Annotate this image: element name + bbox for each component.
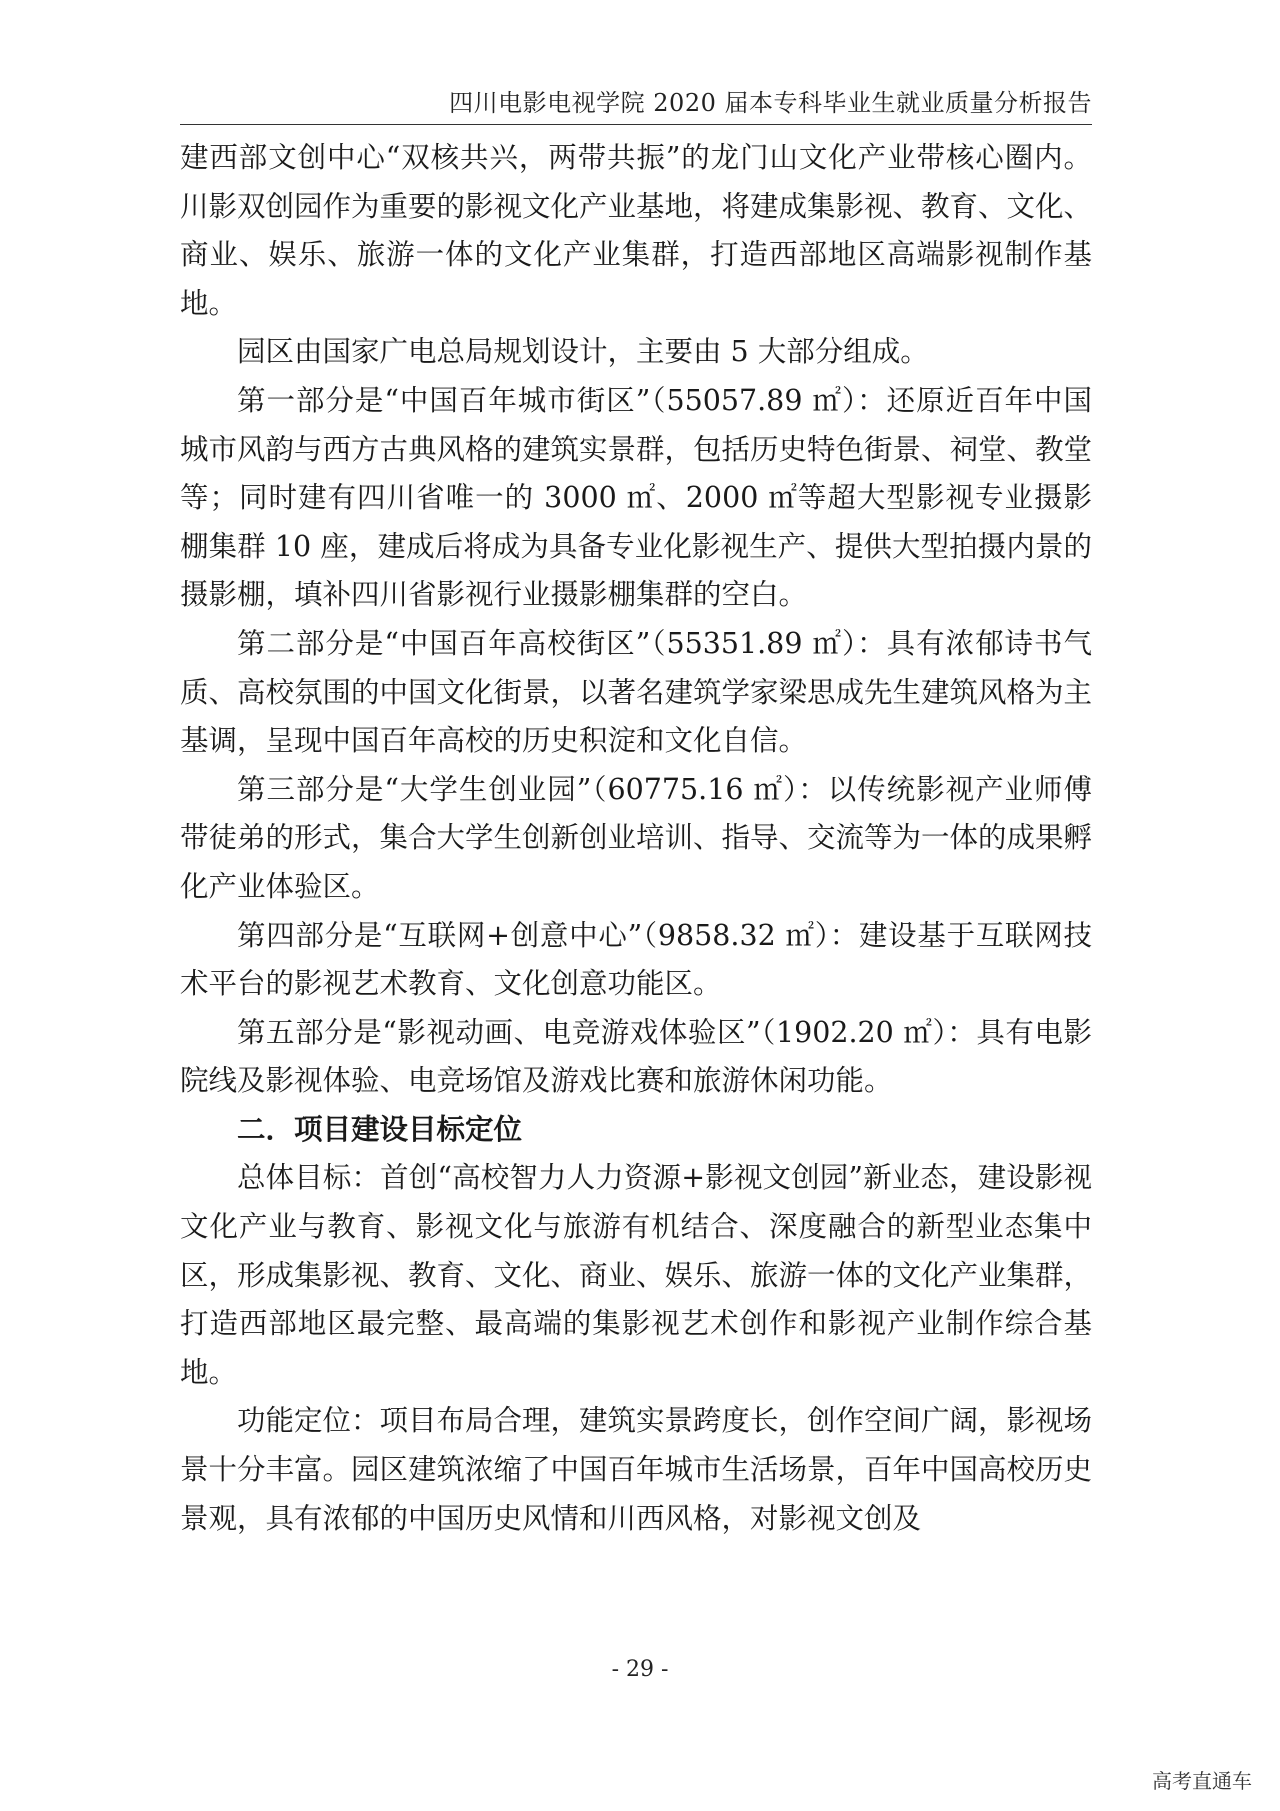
header-divider — [180, 124, 1092, 125]
paragraph: 第一部分是“中国百年城市街区”（55057.89 ㎡）：还原近百年中国城市风韵与西方古典风格的建筑实景群，包括历史特色街景、祠堂、教堂等；同时建有四川省唯一的 3000 ㎡、2000 ㎡等超大型影视专业摄影棚集群 10 座，建成后将成为具备专业化影视生产、提供大型拍摄内景的摄影棚，填补四川省影视行业摄影棚集群的空白。 — [180, 383, 1093, 612]
paragraph: 第四部分是“互联网+创意中心”（9858.32 ㎡）：建设基于互联网技术平台的影视艺术教育、文化创意功能区。 — [180, 918, 1092, 1001]
paragraph: 第三部分是“大学生创业园”（60775.16 ㎡）：以传统影视产业师傅带徒弟的形式，集合大学生创新创业培训、指导、交流等为一体的成果孵化产业体验区。 — [180, 772, 1093, 903]
body-text — [180, 134, 1092, 1543]
paragraph: 第五部分是“影视动画、电竞游戏体验区”（1902.20 ㎡）：具有电影院线及影视体验、电竞场馆及游戏比赛和旅游休闲功能。 — [180, 1015, 1092, 1098]
paragraph: 功能定位：项目布局合理，建筑实景跨度长，创作空间广阔，影视场景十分丰富。园区建筑浓缩了中国百年城市生活场景，百年中国高校历史景观，具有浓郁的中国历史风情和川西风格，对影视文创及 — [180, 1404, 1093, 1535]
page-header: 四川电影电视学院 2020 届本专科毕业生就业质量分析报告 — [449, 89, 1092, 117]
paragraph: 园区由国家广电总局规划设计，主要由 5 大部分组成。 — [237, 335, 929, 369]
paragraph: 第二部分是“中国百年高校街区”（55351.89 ㎡）：具有浓郁诗书气质、高校氛围的中国文化街景，以著名建筑学家梁思成先生建筑风格为主基调，呈现中国百年高校的历史积淀和文化自信。 — [180, 626, 1093, 758]
section-heading: 二．项目建设目标定位 — [237, 1112, 523, 1146]
paragraph-continued: 建西部文创中心“双核共兴，两带共振”的龙门山文化产业带核心圈内。川影双创园作为重要的影视文化产业基地，将建成集影视、教育、文化、商业、娱乐、旅游一体的文化产业集群，打造西部地区高端影视制作基地。 — [180, 141, 1093, 320]
page-number: - 29 - — [611, 1657, 669, 1682]
watermark-text: 高考直通车 — [1152, 1769, 1252, 1793]
paragraph: 总体目标：首创“高校智力人力资源+影视文创园”新业态，建设影视文化产业与教育、影视文化与旅游有机结合、深度融合的新型业态集中区，形成集影视、教育、文化、商业、娱乐、旅游一体的文化产业集群，打造西部地区最完整、最高端的集影视艺术创作和影视产业制作综合基地。 — [180, 1161, 1093, 1389]
